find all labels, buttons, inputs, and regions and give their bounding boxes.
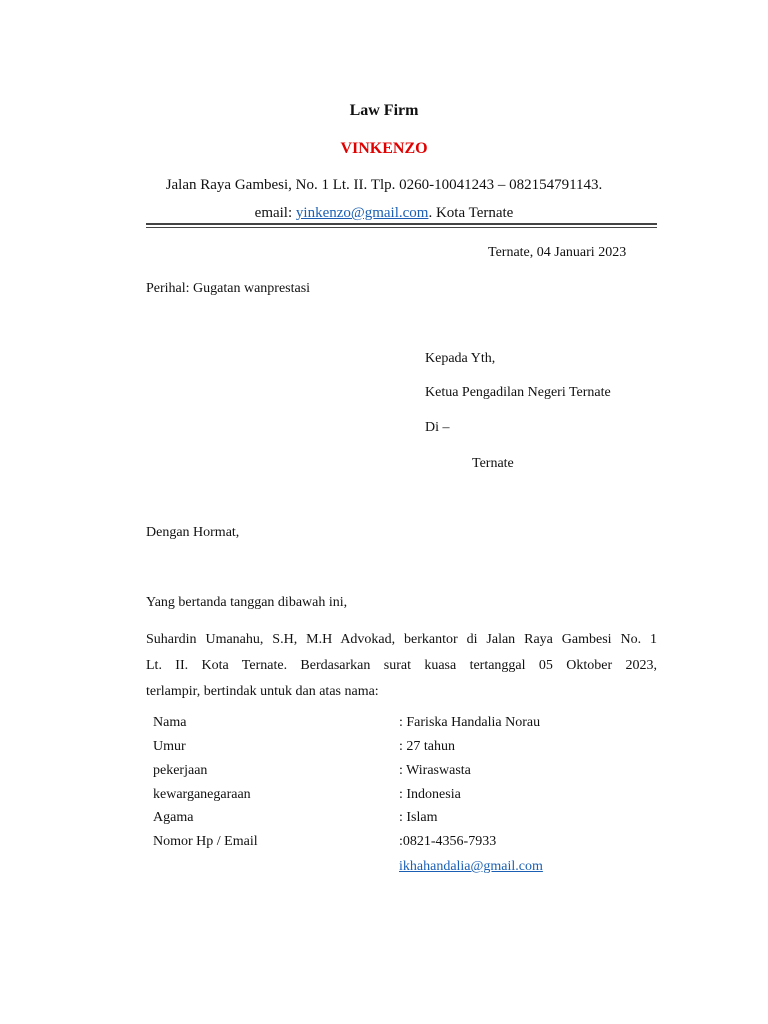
recipient-greeting: Kepada Yth, bbox=[425, 351, 496, 366]
intro-line: Yang bertanda tanggan dibawah ini, bbox=[146, 595, 348, 610]
letter-subject: Perihal: Gugatan wanprestasi bbox=[146, 281, 311, 296]
recipient-city: Ternate bbox=[472, 456, 514, 471]
firm-name: VINKENZO bbox=[340, 140, 428, 157]
email-suffix: . Kota Ternate bbox=[428, 205, 514, 221]
client-value-name: : Fariska Handalia Norau bbox=[399, 715, 541, 730]
client-label-contact: Nomor Hp / Email bbox=[153, 834, 258, 849]
client-value-nationality: : Indonesia bbox=[399, 787, 461, 802]
letter-date: Ternate, 04 Januari 2023 bbox=[488, 245, 627, 260]
salutation: Dengan Hormat, bbox=[146, 525, 240, 540]
email-prefix: email: bbox=[254, 205, 296, 221]
client-label-job: pekerjaan bbox=[153, 763, 208, 778]
client-label-age: Umur bbox=[153, 739, 186, 754]
client-value-job: : Wiraswasta bbox=[399, 763, 471, 778]
letterhead-rule-thick bbox=[146, 223, 657, 225]
body-paragraph bbox=[146, 627, 657, 705]
firm-email-link[interactable]: yinkenzo@gmail.com bbox=[295, 205, 429, 221]
paragraph-line: terlampir, bertindak untuk dan atas nama: bbox=[146, 684, 379, 699]
client-label-religion: Agama bbox=[153, 810, 194, 825]
client-label-nationality: kewarganegaraan bbox=[153, 787, 251, 802]
paragraph-line: Lt. II. Kota Ternate. Berdasarkan surat kuasa tertanggal 05 Oktober 2023, bbox=[146, 658, 657, 673]
client-value-religion: : Islam bbox=[399, 810, 438, 825]
client-value-phone: :0821-4356-7933 bbox=[399, 834, 497, 849]
client-value-age: : 27 tahun bbox=[399, 739, 455, 754]
client-email-link[interactable]: ikhahandalia@gmail.com bbox=[399, 859, 543, 874]
recipient-name: Ketua Pengadilan Negeri Ternate bbox=[425, 385, 611, 400]
client-label-name: Nama bbox=[153, 715, 187, 730]
recipient-di: Di – bbox=[425, 420, 450, 435]
letterhead-rule-thin bbox=[146, 227, 657, 228]
firm-email-line bbox=[0, 205, 768, 222]
firm-address: Jalan Raya Gambesi, No. 1 Lt. II. Tlp. 0260-10041243 – 082154791143. bbox=[165, 177, 603, 193]
letterhead-title: Law Firm bbox=[349, 102, 419, 119]
paragraph-line: Suhardin Umanahu, S.H, M.H Advokad, berkantor di Jalan Raya Gambesi No. 1 bbox=[146, 632, 657, 647]
